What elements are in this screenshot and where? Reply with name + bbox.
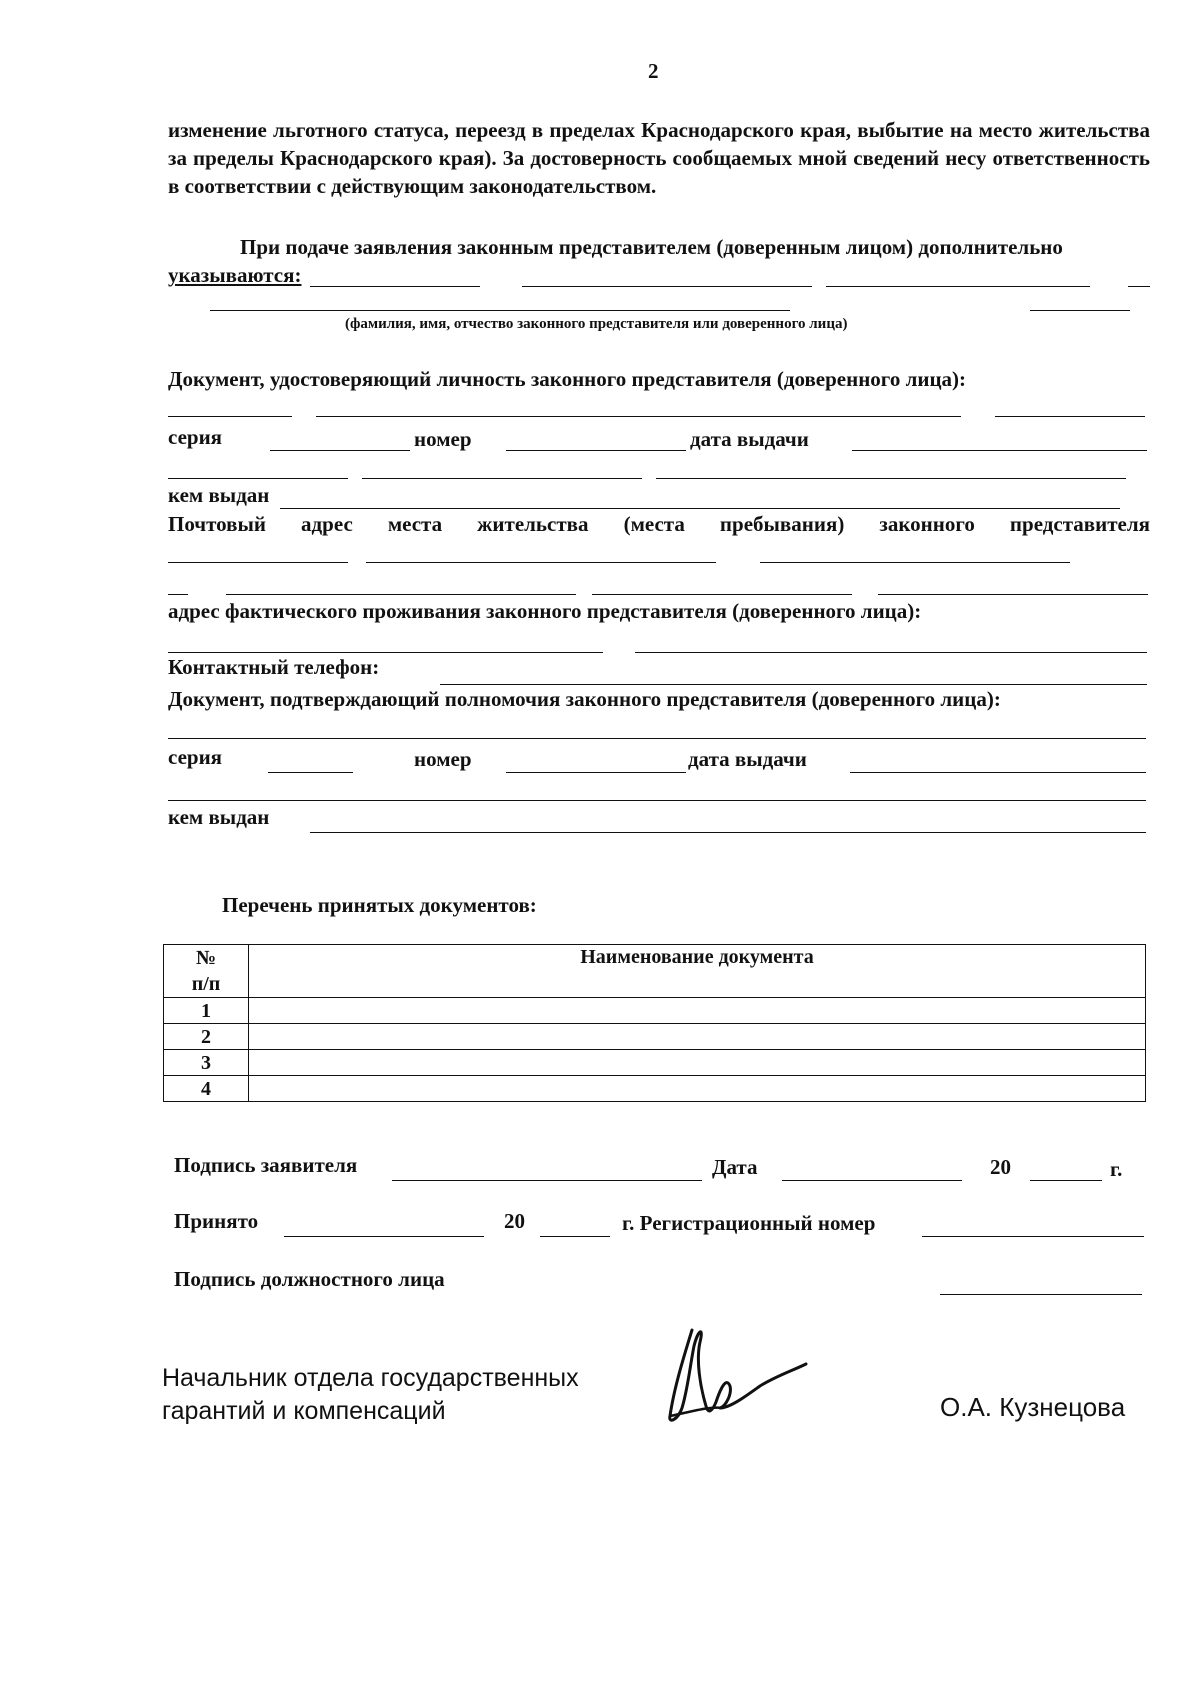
authority-date-field[interactable] [850, 772, 1146, 773]
row-name-cell[interactable] [249, 1076, 1146, 1102]
reg-number-label: г. Регистрационный номер [622, 1211, 876, 1235]
year-prefix: 20 [990, 1155, 1011, 1179]
reg-number-field[interactable] [922, 1236, 1144, 1237]
id-issued-field[interactable] [280, 508, 1120, 509]
table-row [164, 998, 1146, 1024]
official-signature-label: Подпись должностного лица [174, 1267, 445, 1291]
accepted-year-field[interactable] [540, 1236, 610, 1237]
row-number-cell: 3 [164, 1050, 249, 1076]
column-header-number-line2: п/п [191, 973, 221, 995]
rep-name-line[interactable] [1030, 310, 1130, 311]
table-header-row [164, 945, 1146, 998]
actual-address-label: адрес фактического проживания законного представителя (доверенного лица): [168, 599, 922, 623]
authority-issued-field[interactable] [310, 832, 1146, 833]
documents-heading: Перечень принятых документов: [222, 893, 537, 917]
table-row [164, 1050, 1146, 1076]
rep-name-line[interactable] [826, 286, 1090, 287]
id-doc-line[interactable] [168, 416, 292, 417]
id-date-label: дата выдачи [690, 427, 809, 451]
id-series-field[interactable] [270, 450, 410, 451]
id-doc-line[interactable] [656, 478, 1126, 479]
intro-paragraph: изменение льготного статуса, переезд в пределах Краснодарского края, выбытие на место жительства за пределы Краснодарского края). За достоверность сообщаемых мной сведений несу ответственность в соответствии с действующим законодательством. [168, 118, 1150, 198]
authority-doc-heading: Документ, подтверждающий полномочия законного представителя (доверенного лица): [168, 687, 1001, 711]
phone-field[interactable] [440, 684, 1147, 685]
column-header-name: Наименование документа [249, 945, 1146, 998]
id-doc-line[interactable] [168, 478, 348, 479]
row-name-cell[interactable] [249, 1024, 1146, 1050]
signatory-title-line1: Начальник отдела государственных [162, 1364, 579, 1392]
authority-series-label: серия [168, 745, 223, 769]
date-label: Дата [712, 1155, 758, 1179]
year-field[interactable] [1030, 1180, 1102, 1181]
applicant-signature-field[interactable] [392, 1180, 702, 1181]
signatory-title [162, 1362, 579, 1428]
authority-issued-label: кем выдан [168, 805, 270, 829]
postal-address-line[interactable] [366, 562, 716, 563]
rep-intro-continued: указываются: [168, 263, 302, 287]
official-signature-field[interactable] [940, 1294, 1142, 1295]
postal-address-line[interactable] [760, 562, 1070, 563]
postal-address-line[interactable] [168, 562, 348, 563]
rep-name-line[interactable] [1128, 286, 1150, 287]
authority-number-field[interactable] [506, 772, 686, 773]
table-row [164, 1024, 1146, 1050]
accepted-date-field[interactable] [284, 1236, 484, 1237]
authority-doc-line[interactable] [168, 738, 1146, 739]
postal-address-line[interactable] [168, 594, 188, 595]
postal-address-line[interactable] [878, 594, 1148, 595]
column-header-number-line1: № [195, 947, 217, 969]
column-header-number [164, 945, 249, 998]
row-name-cell[interactable] [249, 998, 1146, 1024]
rep-name-caption: (фамилия, имя, отчество законного представителя или доверенного лица) [345, 316, 848, 332]
id-doc-line[interactable] [362, 478, 642, 479]
authority-series-field[interactable] [268, 772, 353, 773]
actual-address-line[interactable] [168, 652, 603, 653]
handwritten-signature [660, 1316, 820, 1426]
postal-address-label: Почтовый адрес места жительства (места пребывания) законного представителя [168, 512, 1150, 536]
rep-name-line[interactable] [310, 286, 480, 287]
id-series-label: серия [168, 425, 223, 449]
authority-date-label: дата выдачи [688, 747, 807, 771]
documents-table [163, 944, 1146, 1102]
signatory-name: О.А. Кузнецова [940, 1392, 1126, 1422]
rep-intro-text: При подаче заявления законным представителем (доверенным лицом) дополнительно [240, 235, 1063, 259]
id-doc-line[interactable] [995, 416, 1145, 417]
table-row [164, 1076, 1146, 1102]
row-number-cell: 2 [164, 1024, 249, 1050]
id-date-field[interactable] [852, 450, 1147, 451]
rep-name-line[interactable] [522, 286, 812, 287]
page-number: 2 [648, 59, 659, 83]
date-field[interactable] [782, 1180, 962, 1181]
accepted-year-prefix: 20 [504, 1209, 525, 1233]
authority-doc-line[interactable] [168, 800, 1146, 801]
id-number-label: номер [414, 427, 472, 451]
actual-address-line[interactable] [635, 652, 1147, 653]
id-doc-line[interactable] [316, 416, 961, 417]
row-name-cell[interactable] [249, 1050, 1146, 1076]
postal-address-line[interactable] [592, 594, 852, 595]
accepted-label: Принято [174, 1209, 259, 1233]
phone-label: Контактный телефон: [168, 655, 380, 679]
postal-address-line[interactable] [226, 594, 576, 595]
rep-name-line[interactable] [210, 310, 790, 311]
row-number-cell: 1 [164, 998, 249, 1024]
signatory-title-line2: гарантий и компенсаций [162, 1397, 446, 1425]
row-number-cell: 4 [164, 1076, 249, 1102]
authority-number-label: номер [414, 747, 472, 771]
applicant-signature-label: Подпись заявителя [174, 1153, 358, 1177]
year-suffix: г. [1110, 1157, 1123, 1181]
id-doc-heading: Документ, удостоверяющий личность законного представителя (доверенного лица): [168, 367, 967, 391]
id-issued-label: кем выдан [168, 483, 270, 507]
id-number-field[interactable] [506, 450, 686, 451]
